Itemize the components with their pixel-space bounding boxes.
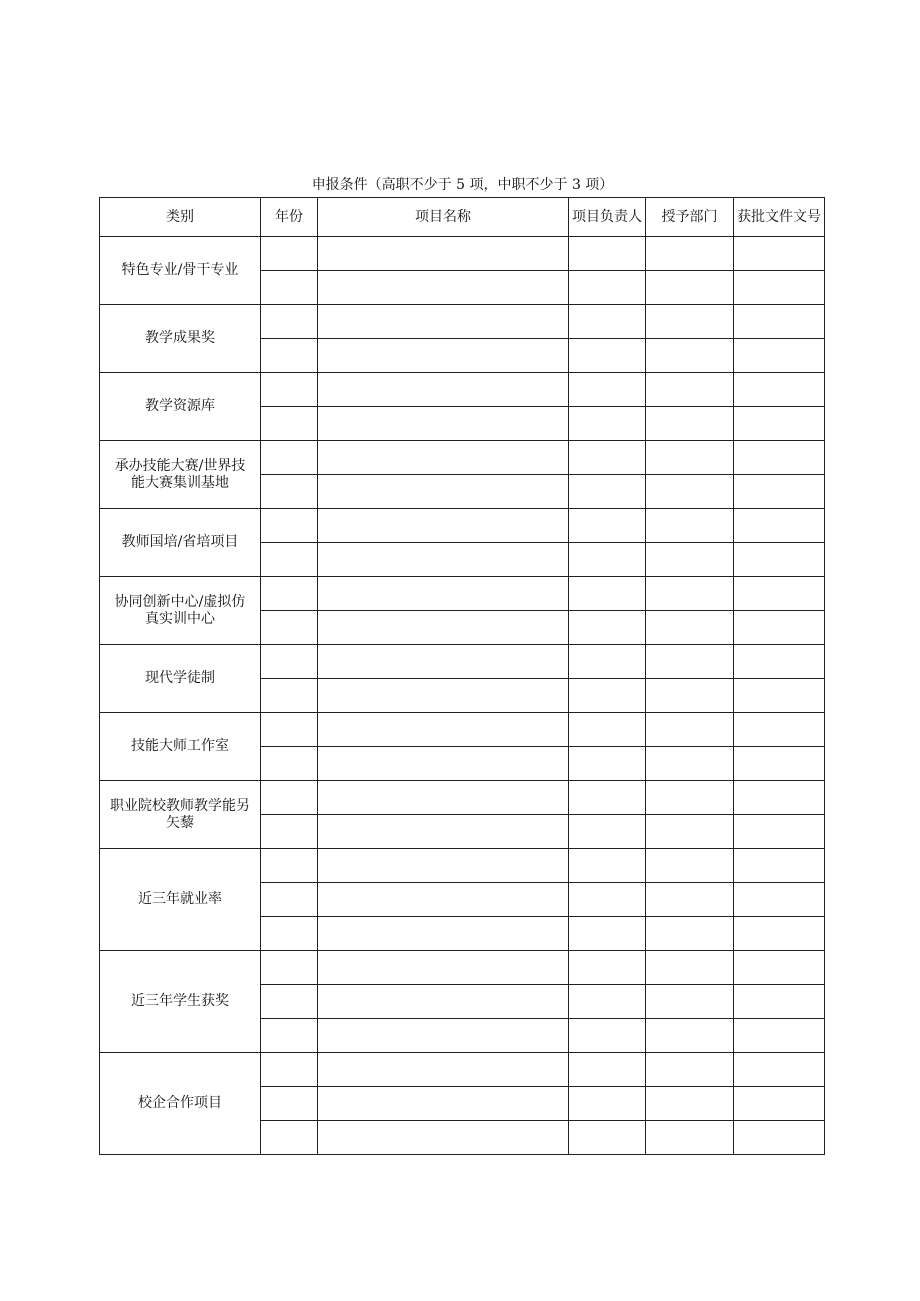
- year-cell[interactable]: [261, 917, 318, 951]
- granting-department-cell[interactable]: [646, 339, 734, 373]
- project-name-cell[interactable]: [318, 407, 569, 441]
- category-cell: [100, 373, 261, 441]
- approval-doc-no-cell[interactable]: [734, 883, 825, 917]
- project-name-cell[interactable]: [318, 1053, 569, 1087]
- project-leader-cell[interactable]: [569, 1121, 646, 1155]
- approval-doc-no-cell[interactable]: [734, 1087, 825, 1121]
- project-leader-cell[interactable]: [569, 849, 646, 883]
- category-label-line: 职业院校教师教学能另: [110, 797, 250, 814]
- granting-department-cell[interactable]: [646, 781, 734, 815]
- year-cell[interactable]: [261, 509, 318, 543]
- category-label-line: 真实训中心: [145, 610, 215, 627]
- approval-doc-no-cell[interactable]: [734, 747, 825, 781]
- project-name-cell[interactable]: [318, 509, 569, 543]
- project-leader-cell[interactable]: [569, 679, 646, 713]
- year-cell[interactable]: [261, 781, 318, 815]
- project-leader-cell[interactable]: [569, 713, 646, 747]
- approval-doc-no-cell[interactable]: [734, 577, 825, 611]
- project-name-cell[interactable]: [318, 883, 569, 917]
- year-cell[interactable]: [261, 951, 318, 985]
- granting-department-cell[interactable]: [646, 1053, 734, 1087]
- approval-doc-no-cell[interactable]: [734, 271, 825, 305]
- header-row: [100, 198, 825, 237]
- approval-doc-no-cell[interactable]: [734, 475, 825, 509]
- year-cell[interactable]: [261, 1053, 318, 1087]
- project-name-cell[interactable]: [318, 1019, 569, 1053]
- project-name-cell[interactable]: [318, 713, 569, 747]
- category-cell: [100, 645, 261, 713]
- year-cell[interactable]: [261, 679, 318, 713]
- category-cell: [100, 441, 261, 509]
- granting-department-cell[interactable]: [646, 1087, 734, 1121]
- category-cell: [100, 237, 261, 305]
- category-label-line: 近三年学生获奖: [131, 993, 229, 1009]
- year-cell[interactable]: [261, 849, 318, 883]
- category-cell: [100, 951, 261, 1053]
- category-label-line: 校企合作项目: [138, 1095, 222, 1111]
- category-label-line: 矢藜: [166, 814, 194, 831]
- table-row: [100, 951, 825, 985]
- project-name-cell[interactable]: [318, 815, 569, 849]
- approval-doc-no-cell[interactable]: [734, 543, 825, 577]
- header-year: 年份: [261, 198, 318, 237]
- approval-doc-no-cell[interactable]: [734, 611, 825, 645]
- header-project-name: 项目名称: [318, 198, 569, 237]
- year-cell[interactable]: [261, 237, 318, 271]
- project-leader-cell[interactable]: [569, 339, 646, 373]
- project-name-cell[interactable]: [318, 271, 569, 305]
- approval-doc-no-cell[interactable]: [734, 237, 825, 271]
- approval-doc-no-cell[interactable]: [734, 985, 825, 1019]
- year-cell[interactable]: [261, 815, 318, 849]
- project-name-cell[interactable]: [318, 781, 569, 815]
- category-cell: [100, 1053, 261, 1155]
- year-cell[interactable]: [261, 1121, 318, 1155]
- project-leader-cell[interactable]: [569, 1019, 646, 1053]
- table-row: [100, 509, 825, 543]
- granting-department-cell[interactable]: [646, 543, 734, 577]
- category-label-line: 教师国培/省培项目: [121, 534, 239, 550]
- approval-doc-no-cell[interactable]: [734, 645, 825, 679]
- approval-doc-no-cell[interactable]: [734, 951, 825, 985]
- header-approval-doc-no: 获批文件文号: [734, 198, 825, 237]
- approval-doc-no-cell[interactable]: [734, 509, 825, 543]
- project-leader-cell[interactable]: [569, 373, 646, 407]
- year-cell[interactable]: [261, 407, 318, 441]
- application-conditions-table: [99, 197, 825, 1155]
- table-row: [100, 441, 825, 475]
- project-leader-cell[interactable]: [569, 883, 646, 917]
- year-cell[interactable]: [261, 339, 318, 373]
- project-name-cell[interactable]: [318, 951, 569, 985]
- project-leader-cell[interactable]: [569, 645, 646, 679]
- approval-doc-no-cell[interactable]: [734, 1019, 825, 1053]
- table-row: [100, 849, 825, 883]
- project-name-cell[interactable]: [318, 577, 569, 611]
- project-name-cell[interactable]: [318, 747, 569, 781]
- category-label-line: 教学资源库: [145, 398, 215, 414]
- approval-doc-no-cell[interactable]: [734, 407, 825, 441]
- project-leader-cell[interactable]: [569, 781, 646, 815]
- year-cell[interactable]: [261, 271, 318, 305]
- category-label-line: 能大赛集训基地: [131, 474, 229, 491]
- category-cell: [100, 577, 261, 645]
- category-label-line: 近三年就业率: [138, 891, 222, 907]
- table-row: [100, 237, 825, 271]
- approval-doc-no-cell[interactable]: [734, 1121, 825, 1155]
- table-body: [100, 237, 825, 1155]
- category-label-line: 承办技能大赛/世界技: [114, 457, 246, 474]
- category-label-line: 教学成果奖: [145, 330, 215, 346]
- granting-department-cell[interactable]: [646, 271, 734, 305]
- granting-department-cell[interactable]: [646, 577, 734, 611]
- approval-doc-no-cell[interactable]: [734, 815, 825, 849]
- project-leader-cell[interactable]: [569, 577, 646, 611]
- project-leader-cell[interactable]: [569, 1087, 646, 1121]
- category-label-line: 协同创新中心/虚拟仿: [114, 593, 246, 610]
- project-name-cell[interactable]: [318, 373, 569, 407]
- year-cell[interactable]: [261, 577, 318, 611]
- granting-department-cell[interactable]: [646, 475, 734, 509]
- project-leader-cell[interactable]: [569, 509, 646, 543]
- granting-department-cell[interactable]: [646, 985, 734, 1019]
- table-row: [100, 373, 825, 407]
- project-name-cell[interactable]: [318, 985, 569, 1019]
- granting-department-cell[interactable]: [646, 611, 734, 645]
- project-leader-cell[interactable]: [569, 407, 646, 441]
- project-leader-cell[interactable]: [569, 951, 646, 985]
- approval-doc-no-cell[interactable]: [734, 849, 825, 883]
- year-cell[interactable]: [261, 441, 318, 475]
- project-leader-cell[interactable]: [569, 1053, 646, 1087]
- granting-department-cell[interactable]: [646, 305, 734, 339]
- category-label-line: 特色专业/骨干专业: [121, 262, 239, 278]
- approval-doc-no-cell[interactable]: [734, 373, 825, 407]
- header-project-leader: 项目负责人: [569, 198, 646, 237]
- table-row: [100, 577, 825, 611]
- project-name-cell[interactable]: [318, 543, 569, 577]
- granting-department-cell[interactable]: [646, 509, 734, 543]
- project-leader-cell[interactable]: [569, 611, 646, 645]
- project-leader-cell[interactable]: [569, 543, 646, 577]
- project-name-cell[interactable]: [318, 679, 569, 713]
- project-name-cell[interactable]: [318, 917, 569, 951]
- project-leader-cell[interactable]: [569, 475, 646, 509]
- granting-department-cell[interactable]: [646, 849, 734, 883]
- project-name-cell[interactable]: [318, 305, 569, 339]
- year-cell[interactable]: [261, 1087, 318, 1121]
- project-name-cell[interactable]: [318, 339, 569, 373]
- header-category: 类别: [100, 198, 261, 237]
- granting-department-cell[interactable]: [646, 645, 734, 679]
- category-cell: [100, 509, 261, 577]
- project-name-cell[interactable]: [318, 1087, 569, 1121]
- approval-doc-no-cell[interactable]: [734, 1053, 825, 1087]
- project-leader-cell[interactable]: [569, 237, 646, 271]
- project-name-cell[interactable]: [318, 849, 569, 883]
- year-cell[interactable]: [261, 611, 318, 645]
- year-cell[interactable]: [261, 475, 318, 509]
- project-name-cell[interactable]: [318, 1121, 569, 1155]
- table-row: [100, 645, 825, 679]
- granting-department-cell[interactable]: [646, 747, 734, 781]
- table-row: [100, 1053, 825, 1087]
- project-name-cell[interactable]: [318, 645, 569, 679]
- approval-doc-no-cell[interactable]: [734, 679, 825, 713]
- header-granting-department: 授予部门: [646, 198, 734, 237]
- approval-doc-no-cell[interactable]: [734, 713, 825, 747]
- granting-department-cell[interactable]: [646, 407, 734, 441]
- project-leader-cell[interactable]: [569, 815, 646, 849]
- project-leader-cell[interactable]: [569, 985, 646, 1019]
- category-cell: [100, 305, 261, 373]
- category-cell: [100, 713, 261, 781]
- approval-doc-no-cell[interactable]: [734, 917, 825, 951]
- table-row: [100, 305, 825, 339]
- year-cell[interactable]: [261, 747, 318, 781]
- year-cell[interactable]: [261, 373, 318, 407]
- year-cell[interactable]: [261, 713, 318, 747]
- category-cell: [100, 781, 261, 849]
- granting-department-cell[interactable]: [646, 917, 734, 951]
- year-cell[interactable]: [261, 883, 318, 917]
- granting-department-cell[interactable]: [646, 713, 734, 747]
- project-name-cell[interactable]: [318, 237, 569, 271]
- year-cell[interactable]: [261, 645, 318, 679]
- year-cell[interactable]: [261, 543, 318, 577]
- granting-department-cell[interactable]: [646, 679, 734, 713]
- approval-doc-no-cell[interactable]: [734, 781, 825, 815]
- table-row: [100, 713, 825, 747]
- project-leader-cell[interactable]: [569, 747, 646, 781]
- granting-department-cell[interactable]: [646, 441, 734, 475]
- form-title: 申报条件（高职不少于 5 项，中职不少于 3 项）: [311, 177, 614, 193]
- granting-department-cell[interactable]: [646, 237, 734, 271]
- granting-department-cell[interactable]: [646, 373, 734, 407]
- category-label-line: 现代学徒制: [145, 670, 215, 686]
- table-row: [100, 781, 825, 815]
- approval-doc-no-cell[interactable]: [734, 305, 825, 339]
- granting-department-cell[interactable]: [646, 1121, 734, 1155]
- project-name-cell[interactable]: [318, 475, 569, 509]
- project-leader-cell[interactable]: [569, 917, 646, 951]
- approval-doc-no-cell[interactable]: [734, 339, 825, 373]
- project-leader-cell[interactable]: [569, 441, 646, 475]
- project-leader-cell[interactable]: [569, 271, 646, 305]
- project-name-cell[interactable]: [318, 441, 569, 475]
- year-cell[interactable]: [261, 985, 318, 1019]
- granting-department-cell[interactable]: [646, 1019, 734, 1053]
- project-leader-cell[interactable]: [569, 305, 646, 339]
- granting-department-cell[interactable]: [646, 883, 734, 917]
- granting-department-cell[interactable]: [646, 815, 734, 849]
- category-cell: [100, 849, 261, 951]
- year-cell[interactable]: [261, 1019, 318, 1053]
- category-label-line: 技能大师工作室: [131, 738, 229, 754]
- approval-doc-no-cell[interactable]: [734, 441, 825, 475]
- year-cell[interactable]: [261, 305, 318, 339]
- project-name-cell[interactable]: [318, 611, 569, 645]
- granting-department-cell[interactable]: [646, 951, 734, 985]
